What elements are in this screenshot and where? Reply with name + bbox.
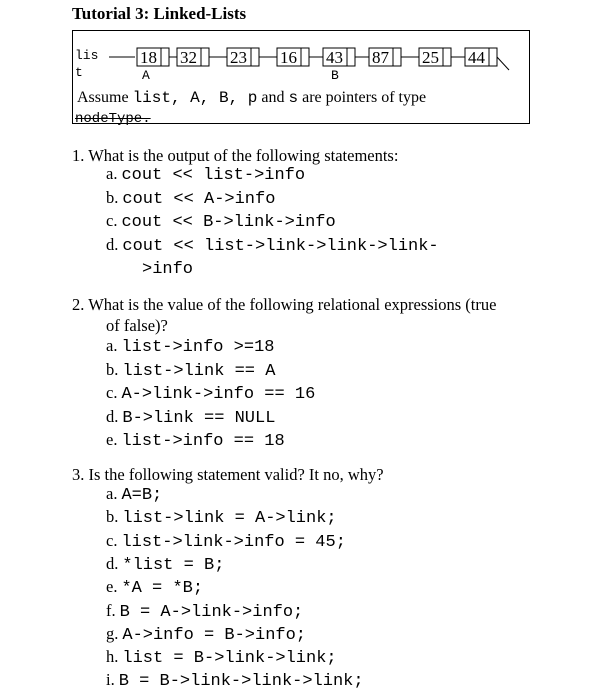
q3-item-label: b. xyxy=(106,507,119,527)
q3-item-label: g. xyxy=(106,623,119,643)
question-2-line1: 2. What is the value of the following relational expressions (true xyxy=(72,295,497,314)
q3-item-code: A->info = B->info; xyxy=(122,625,307,645)
list-node-value-5: 43 xyxy=(326,48,343,67)
list-node-link-1 xyxy=(161,48,169,66)
q2-item-label: c. xyxy=(106,383,118,402)
q3-item-8 xyxy=(106,647,337,668)
linked-list-box xyxy=(72,30,530,127)
q3-item-4 xyxy=(106,554,224,575)
q2-item-code: list->link == A xyxy=(122,361,276,381)
question-2-line2: of false)? xyxy=(106,316,168,335)
node-type-text: nodeType. xyxy=(75,111,151,127)
q1-item-2 xyxy=(106,188,275,209)
q3-item-label: c. xyxy=(106,530,118,550)
q3-item-6 xyxy=(106,601,303,622)
q3-item-code: list->link = A->link; xyxy=(122,509,337,529)
q2-item-label: a. xyxy=(106,336,118,355)
list-node-value-3: 23 xyxy=(230,48,247,67)
q3-item-label: d. xyxy=(106,553,119,573)
q1-item-label: c. xyxy=(106,211,118,230)
q1-item-code: cout << list->info xyxy=(121,166,306,185)
q2-item-code: list->info == 18 xyxy=(121,432,285,451)
q3-item-code: *list = B; xyxy=(122,555,225,575)
q2-item-2 xyxy=(106,360,275,381)
q2-item-3 xyxy=(106,383,315,404)
q2-item-code: A->link->info == 16 xyxy=(121,385,316,404)
question-3: 3. Is the following statement valid? It no, why? xyxy=(72,465,384,484)
pointer-label-a: A xyxy=(142,68,150,83)
q3-item-code: A=B; xyxy=(121,486,163,505)
q1-item-code: cout << list->link->link->link- xyxy=(122,236,439,256)
q2-item-label: e. xyxy=(106,430,118,449)
head-label-line1: lis xyxy=(75,48,99,63)
q3-item-9 xyxy=(106,670,364,691)
q3-item-code: *A = *B; xyxy=(121,579,204,599)
q3-item-code: B = A->link->info; xyxy=(119,602,304,622)
list-node-link-6 xyxy=(393,48,401,66)
q3-item-code: B = B->link->link->link; xyxy=(118,672,364,692)
q1-item-4 xyxy=(106,235,439,256)
q2-item-5 xyxy=(106,430,285,451)
q2-item-label: b. xyxy=(106,359,119,379)
q1-item-code: >info xyxy=(142,260,194,279)
q1-item-1 xyxy=(106,164,305,185)
q3-item-7 xyxy=(106,624,306,645)
list-node-value-6: 87 xyxy=(372,48,389,67)
list-node-value-4: 16 xyxy=(280,48,297,67)
q2-item-4 xyxy=(106,407,275,428)
pointer-label-b: B xyxy=(331,68,339,83)
q1-item-5 xyxy=(142,258,193,279)
q3-item-code: list->link->info = 45; xyxy=(121,532,346,552)
q1-item-label: b. xyxy=(106,187,119,207)
q3-item-2 xyxy=(106,507,337,528)
list-node-link-7 xyxy=(443,48,451,66)
q1-item-label: a. xyxy=(106,164,118,183)
list-node-value-2: 32 xyxy=(180,48,197,67)
q3-item-5 xyxy=(106,577,203,598)
q3-item-label: f. xyxy=(106,600,116,620)
list-link-arrow-8 xyxy=(497,57,509,70)
q3-item-label: i. xyxy=(106,670,115,690)
q1-item-code: cout << B->link->info xyxy=(121,213,336,232)
q1-item-3 xyxy=(106,211,336,232)
list-node-link-5 xyxy=(347,48,355,66)
page-title: Tutorial 3: Linked-Lists xyxy=(72,4,247,23)
list-node-value-7: 25 xyxy=(422,48,439,67)
head-label-line2: t xyxy=(75,65,83,80)
list-node-link-4 xyxy=(301,48,309,66)
list-node-link-8 xyxy=(489,48,497,66)
q3-item-label: a. xyxy=(106,484,118,503)
q2-item-code: list->info >=18 xyxy=(121,338,275,357)
list-node-link-2 xyxy=(201,48,209,66)
q2-item-code: B->link == NULL xyxy=(122,408,276,428)
q1-item-code: cout << A->info xyxy=(122,189,276,209)
question-1: 1. What is the output of the following statements: xyxy=(72,146,399,165)
list-node-value-8: 44 xyxy=(468,48,485,67)
q3-item-code: list = B->link->link; xyxy=(122,649,337,669)
assume-text: Assume list, A, B, p and s are pointers of type xyxy=(77,89,427,107)
list-node-value-1: 18 xyxy=(140,48,157,67)
q2-item-label: d. xyxy=(106,406,119,426)
q3-item-label: h. xyxy=(106,647,119,667)
q3-item-label: e. xyxy=(106,577,118,597)
q2-item-1 xyxy=(106,336,274,357)
q3-item-1 xyxy=(106,484,162,505)
q3-item-3 xyxy=(106,531,346,552)
list-node-link-3 xyxy=(251,48,259,66)
q1-item-label: d. xyxy=(106,234,119,254)
